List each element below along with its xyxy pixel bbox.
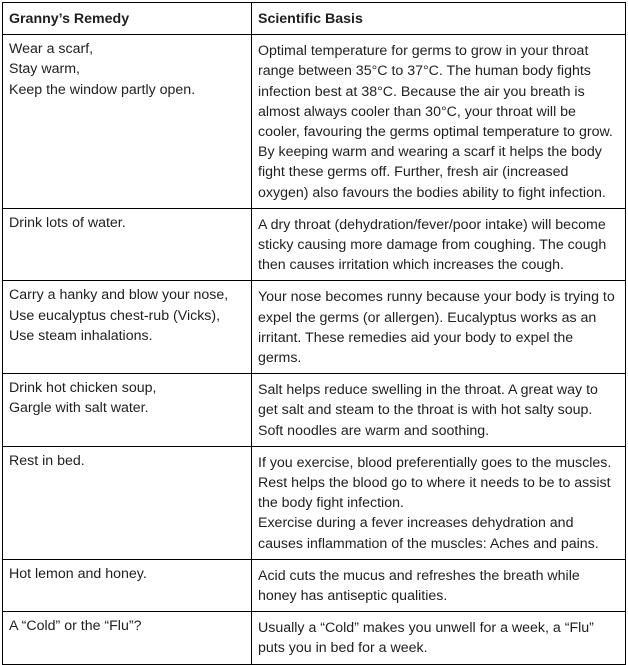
basis-cell: A dry throat (dehydration/fever/poor intake) will become sticky causing more damage from coughing. The cough then causes irritation which increases the cough. bbox=[252, 208, 626, 281]
basis-cell: Usually a “Cold” makes you unwell for a week, a “Flu” puts you in bed for a week. bbox=[252, 612, 626, 664]
table-row bbox=[3, 559, 626, 611]
table-row bbox=[3, 35, 626, 209]
remedy-cell: Wear a scarf, Stay warm, Keep the window partly open. bbox=[3, 35, 252, 209]
remedy-cell: Carry a hanky and blow your nose, Use eucalyptus chest-rub (Vicks), Use steam inhalations. bbox=[3, 281, 252, 374]
remedy-cell: A “Cold” or the “Flu”? bbox=[3, 612, 252, 664]
basis-cell: Acid cuts the mucus and refreshes the breath while honey has antiseptic qualities. bbox=[252, 559, 626, 611]
table-row bbox=[3, 612, 626, 664]
basis-cell: If you exercise, blood preferentially goes to the muscles. Rest helps the blood go to where it needs to be to assist the body fight infection. Exercise during a fever increases dehydration and causes inflammation of the muscles: Aches and pains. bbox=[252, 446, 626, 559]
remedy-cell: Drink lots of water. bbox=[3, 208, 252, 281]
basis-cell: Optimal temperature for germs to grow in your throat range between 35°C to 37°C. The human body fights infection best at 38°C. Because the air you breath is almost always cooler than 30°C, your throat will be cooler, favouring the germs optimal temperature to grow. By keeping warm and wearing a scarf it helps the body fight these germs off. Further, fresh air (increased oxygen) also favours the bodies ability to fight infection. bbox=[252, 35, 626, 209]
table-body bbox=[3, 35, 626, 664]
header-row bbox=[3, 3, 626, 35]
remedy-cell: Rest in bed. bbox=[3, 446, 252, 559]
header-scientific-basis: Scientific Basis bbox=[252, 3, 626, 35]
table-row bbox=[3, 281, 626, 374]
table-row bbox=[3, 446, 626, 559]
basis-cell: Your nose becomes runny because your body is trying to expel the germs (or allergen). Eucalyptus works as an irritant. These remedies aid your body to expel the germs. bbox=[252, 281, 626, 374]
remedies-table bbox=[2, 2, 626, 665]
basis-cell: Salt helps reduce swelling in the throat. A great way to get salt and steam to the throat is with hot salty soup. Soft noodles are warm and soothing. bbox=[252, 374, 626, 447]
table-header bbox=[3, 3, 626, 35]
remedy-cell: Hot lemon and honey. bbox=[3, 559, 252, 611]
table-row bbox=[3, 374, 626, 447]
table-row bbox=[3, 208, 626, 281]
header-grannys-remedy: Granny’s Remedy bbox=[3, 3, 252, 35]
remedy-cell: Drink hot chicken soup, Gargle with salt water. bbox=[3, 374, 252, 447]
